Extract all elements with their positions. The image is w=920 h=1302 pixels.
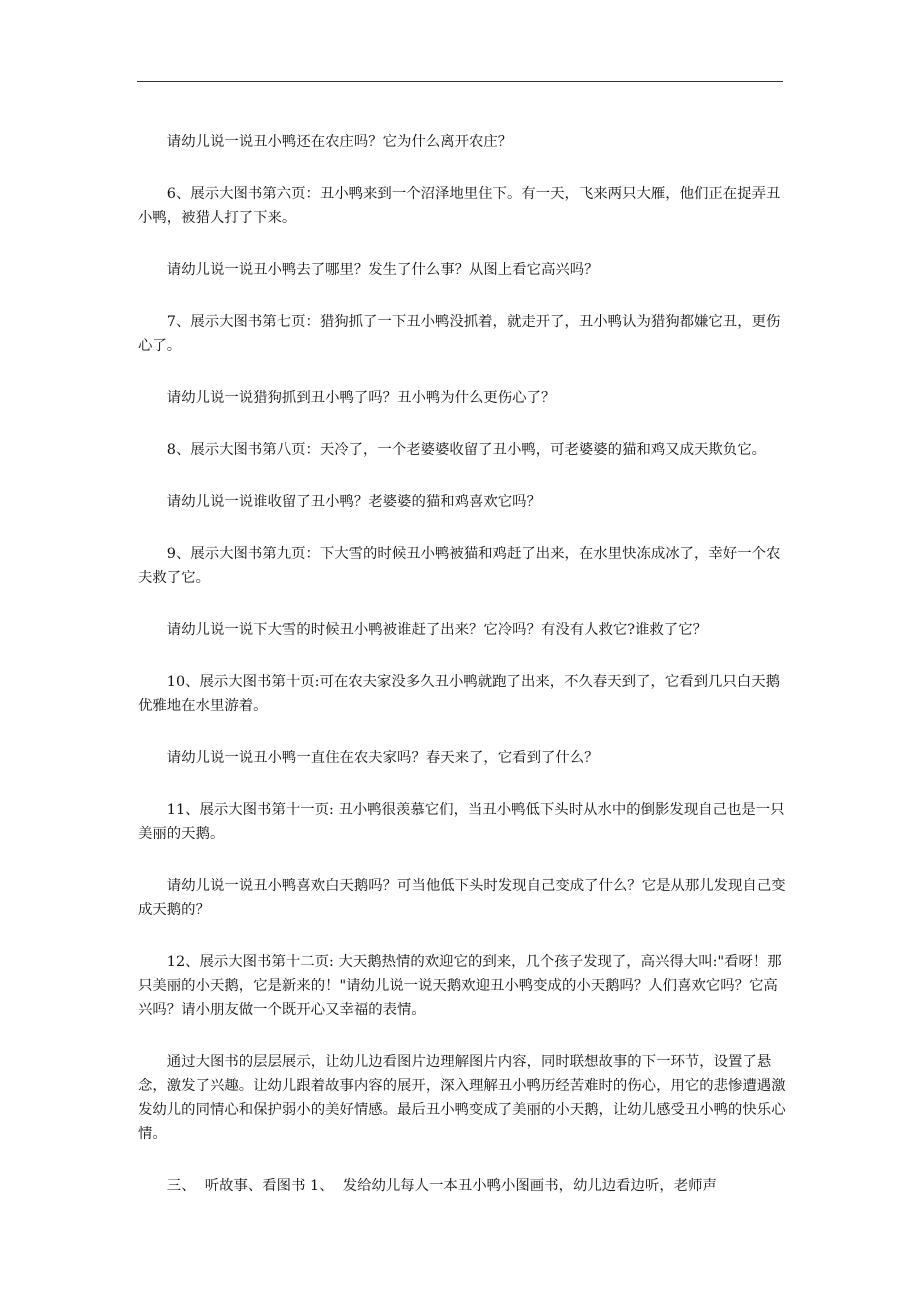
paragraph: 6、展示大图书第六页：丑小鸭来到一个沼泽地里住下。有一天，飞来两只大雁，他们正在捉弄丑小鸭，被猎人打了下来。 xyxy=(138,186,781,226)
paragraph: 通过大图书的层层展示，让幼儿边看图片边理解图片内容，同时联想故事的下一环节，设置了悬念，激发了兴趣。让幼儿跟着故事内容的展开，深入理解丑小鸭历经苦难时的伤心，用它的悲惨遭遇激发幼儿的同情心和保护弱小的美好情感。最后丑小鸭变成了美丽的小天鹅，让幼儿感受丑小鸭的快乐心情。 xyxy=(138,1054,786,1142)
paragraph: 12、展示大图书第十二页: 大天鹅热情的欢迎它的到来，几个孩子发现了，高兴得大叫:"看呀！那只美丽的小天鹅，它是新来的！"请幼儿说一说天鹅欢迎丑小鸭变成的小天鹅吗？人们喜欢它吗？它高兴吗？请小朋友做一个既开心又幸福的表情。 xyxy=(138,954,782,1018)
header-rule xyxy=(137,81,783,82)
paragraph: 9、展示大图书第九页：下大雪的时候丑小鸭被猫和鸡赶了出来，在水里快冻成冰了，幸好一个农夫救了它。 xyxy=(138,546,781,586)
paragraph: 请幼儿说一说猎狗抓到丑小鸭了吗？丑小鸭为什么更伤心了？ xyxy=(166,390,556,406)
document-body xyxy=(138,130,788,1226)
paragraph: 请幼儿说一说丑小鸭一直住在农夫家吗？春天来了，它看到了什么？ xyxy=(166,750,599,766)
paragraph: 请幼儿说一说谁收留了丑小鸭？老婆婆的猫和鸡喜欢它吗？ xyxy=(166,494,541,510)
paragraph: 11、展示大图书第十一页: 丑小鸭很羡慕它们，当丑小鸭低下头时从水中的倒影发现自己也是一只美丽的天鹅。 xyxy=(138,802,785,842)
paragraph: 7、展示大图书第七页：猎狗抓了一下丑小鸭没抓着，就走开了，丑小鸭认为猎狗都嫌它丑，更伤心了。 xyxy=(138,314,781,354)
paragraph: 8、展示大图书第八页：天冷了，一个老婆婆收留了丑小鸭，可老婆婆的猫和鸡又成天欺负它。 xyxy=(166,442,766,458)
paragraph: 10、展示大图书第十页:可在农夫家没多久丑小鸭就跑了出来，不久春天到了，它看到几只白天鹅优雅地在水里游着。 xyxy=(138,674,780,714)
paragraph: 请幼儿说一说下大雪的时候丑小鸭被谁赶了出来？它冷吗？有没有人救它?谁救了它？ xyxy=(166,622,707,638)
paragraph: 请幼儿说一说丑小鸭还在农庄吗？它为什么离开农庄？ xyxy=(166,134,513,150)
paragraph: 请幼儿说一说丑小鸭喜欢白天鹅吗？可当他低下头时发现自己变成了什么？它是从那儿发现自己变成天鹅的？ xyxy=(138,878,786,918)
paragraph: 三、 听故事、看图书 1、 发给幼儿每人一本丑小鸭小图画书，幼儿边看边听，老师声 xyxy=(166,1178,717,1194)
paragraph: 请幼儿说一说丑小鸭去了哪里？发生了什么事？从图上看它高兴吗？ xyxy=(166,262,599,278)
